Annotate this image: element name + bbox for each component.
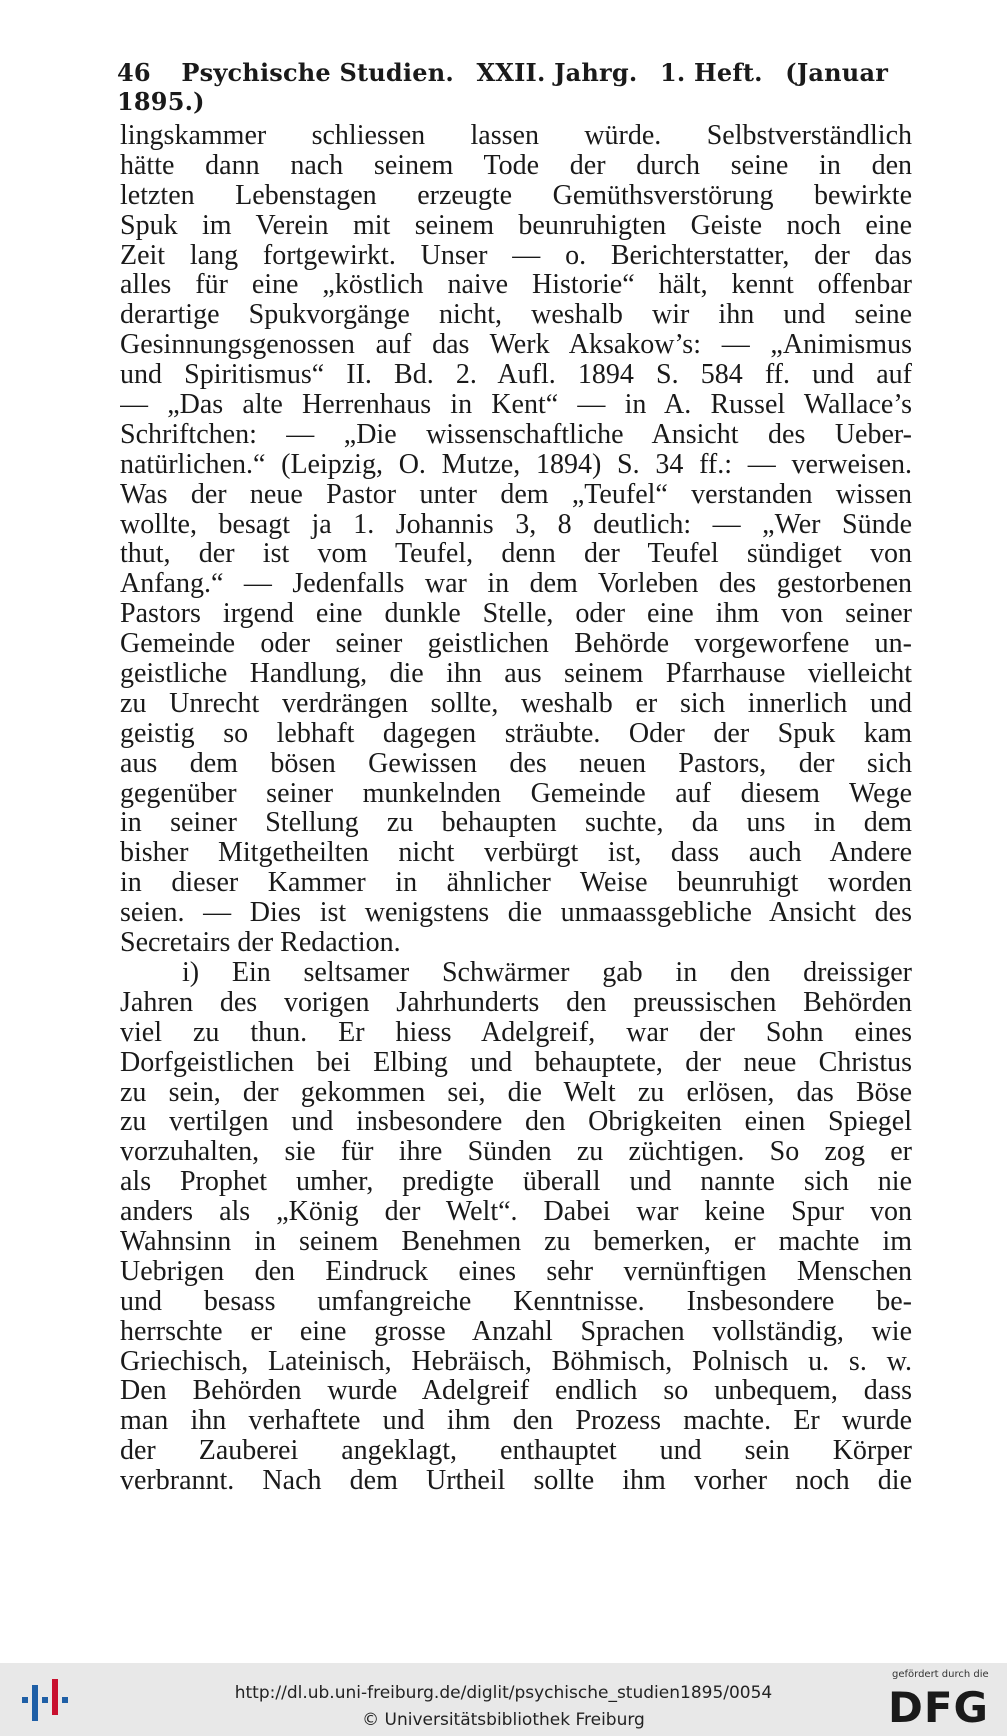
text-line: Griechisch, Lateinisch, Hebräisch, Böhmisch, Polnisch u. s. w.: [120, 1346, 912, 1377]
text-line: anders als „König der Welt“. Dabei war keine Spur von: [120, 1197, 912, 1227]
text-line: zu vertilgen und insbesondere den Obrigkeiten einen Spiegel: [120, 1107, 912, 1138]
text-line: geistliche Handlung, die ihn aus seinem Pfarrhause vielleicht: [120, 659, 912, 689]
text-line: viel zu thun. Er hiess Adelgreif, war der Sohn eines: [120, 1017, 912, 1048]
text-line: Gesinnungsgenossen auf das Werk Aksakow’s: — „Animismus: [120, 330, 912, 361]
journal-title: Psychische Studien.: [181, 58, 454, 87]
text-line: man ihn verhaftete und ihm den Prozess machte. Er wurde: [120, 1406, 912, 1437]
text-line: Spuk im Verein mit seinem beunruhigten Geiste noch eine: [120, 210, 912, 241]
text-line: hätte dann nach seinem Tode der durch seine in den: [120, 150, 912, 181]
volume-label: XXII. Jahrg.: [476, 58, 638, 87]
text-line: Was der neue Pastor unter dem „Teufel“ verstanden wissen: [120, 479, 912, 510]
text-line: vorzuhalten, sie für ihre Sünden zu züchtigen. So zog er: [120, 1137, 912, 1168]
page-number: 46: [117, 58, 151, 87]
text-line: Jahren des vorigen Jahrhunderts den preussischen Behörden: [120, 987, 912, 1018]
text-line: Wahnsinn in seinem Benehmen zu bemerken, er machte im: [120, 1226, 912, 1257]
text-line: Schriftchen: — „Die wissenschaftliche Ansicht des Ueber-: [120, 419, 912, 450]
running-header: [117, 58, 917, 116]
text-line: Zeit lang fortgewirkt. Unser — o. Berichterstatter, der das: [120, 240, 912, 271]
text-line: bisher Mitgetheilten nicht verbürgt ist, dass auch Andere: [120, 838, 912, 869]
dfg-logo: DFG: [888, 1683, 990, 1732]
text-line: der Zauberei angeklagt, enthauptet und sein Körper: [120, 1436, 912, 1467]
paragraph-start-line: i) Ein seltsamer Schwärmer gab in den dreissiger: [182, 957, 912, 988]
text-line: und besass umfangreiche Kenntnisse. Insbesondere be-: [120, 1286, 912, 1317]
text-line: in seiner Stellung zu behaupten suchte, da uns in dem: [120, 808, 912, 839]
paragraph-end-line: Secretairs der Redaction.: [120, 928, 401, 958]
text-line: und Spiritismus“ II. Bd. 2. Aufl. 1894 S. 584 ff. und auf: [120, 360, 912, 391]
text-line: zu sein, der gekommen sei, die Welt zu erlösen, das Böse: [120, 1077, 912, 1108]
text-line: Uebrigen den Eindruck eines sehr vernünftigen Menschen: [120, 1256, 912, 1287]
text-line: seien. — Dies ist wenigstens die unmaassgebliche Ansicht des: [120, 898, 912, 929]
text-line: verbrannt. Nach dem Urtheil sollte ihm vorher noch die: [120, 1466, 912, 1496]
text-line: in dieser Kammer in ähnlicher Weise beunruhigt worden: [120, 868, 912, 899]
text-line: Gemeinde oder seiner geistlichen Behörde vorgeworfene un-: [120, 629, 912, 660]
text-line: Dorfgeistlichen bei Elbing und behauptete, der neue Christus: [120, 1047, 912, 1078]
text-line: — „Das alte Herrenhaus in Kent“ — in A. Russel Wallace’s: [120, 390, 912, 420]
text-line: Pastors irgend eine dunkle Stelle, oder eine ihm von seiner: [120, 599, 912, 630]
text-line: Anfang.“ — Jedenfalls war in dem Vorleben des gestorbenen: [120, 569, 912, 600]
text-line: als Prophet umher, predigte überall und nannte sich nie: [120, 1167, 912, 1198]
text-line: wollte, besagt ja 1. Johannis 3, 8 deutlich: — „Wer Sünde: [120, 509, 912, 540]
text-line: herrschte er eine grosse Anzahl Sprachen vollständig, wie: [120, 1316, 912, 1347]
page-body-text: [120, 121, 912, 1496]
text-line: aus dem bösen Gewissen des neuen Pastors, der sich: [120, 748, 912, 779]
dfg-caption: gefördert durch die: [892, 1669, 989, 1680]
text-line: natürlichen.“ (Leipzig, O. Mutze, 1894) S. 34 ff.: — verweisen.: [120, 449, 912, 480]
text-line: lingskammer schliessen lassen würde. Selbstverständlich: [120, 121, 912, 151]
text-line: zu Unrecht verdrängen sollte, weshalb er sich innerlich und: [120, 688, 912, 719]
issue-date: (Januar 1895.): [117, 58, 889, 116]
issue-label: 1. Heft.: [659, 58, 763, 87]
text-line: alles für eine „köstlich naive Historie“ hält, kennt offenbar: [120, 270, 912, 301]
text-line: letzten Lebenstagen erzeugte Gemüthsverstörung bewirkte: [120, 180, 912, 211]
text-line: Den Behörden wurde Adelgreif endlich so unbequem, dass: [120, 1376, 912, 1407]
permalink-url[interactable]: http://dl.ub.uni-freiburg.de/diglit/psychische_studien1895/0054: [234, 1683, 773, 1703]
text-line: derartige Spukvorgänge nicht, weshalb wir ihn und seine: [120, 300, 912, 331]
text-line: gegenüber seiner munkelnden Gemeinde auf diesem Wege: [120, 778, 912, 809]
viewer-footer: [0, 1663, 1007, 1736]
text-line: geistig so lebhaft dagegen sträubte. Oder der Spuk kam: [120, 718, 912, 749]
copyright-notice: © Universitätsbibliothek Freiburg: [362, 1710, 645, 1730]
text-line: thut, der ist vom Teufel, denn der Teufel sündiget von: [120, 539, 912, 570]
